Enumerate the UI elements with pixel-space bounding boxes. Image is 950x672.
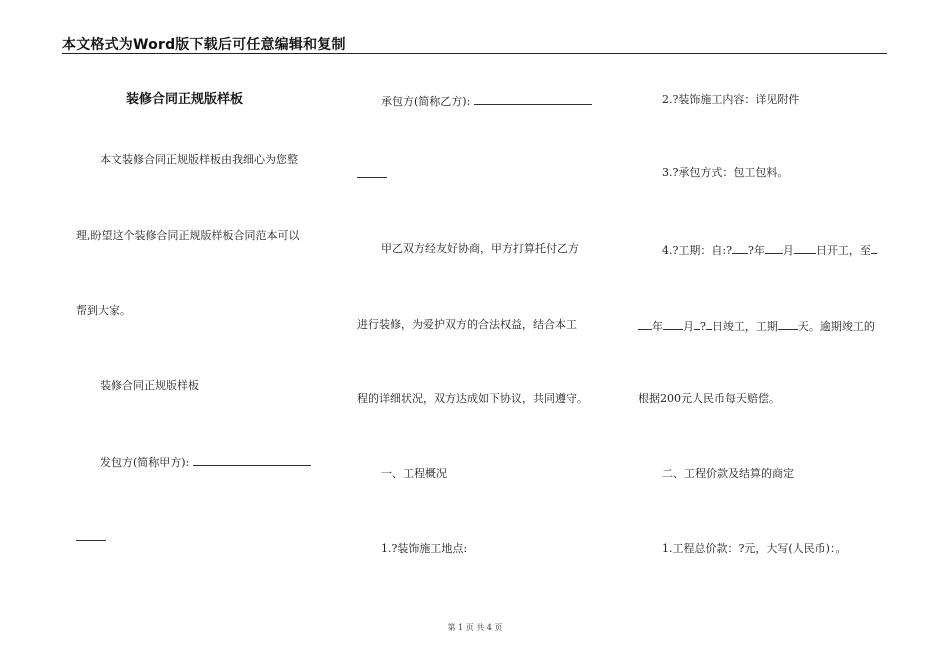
item-4-text-b: ?年 [748,244,765,257]
blank-end-year-cont [638,318,652,330]
intro-line-1: 本文装修合同正规版样板由我细心为您整 [100,153,298,166]
total-price-line: 1.工程总价款：?元，大写(人民币)：。 [662,542,847,555]
column-2 [357,0,627,672]
blank-duration [778,318,798,330]
page-footer: 第 1 页 共 4 页 [447,623,503,632]
item-4-text-i: 天。逾期竣工的 [797,320,875,333]
agreement-line-2: 进行装修，为爱护双方的合法权益，结合本工 [357,318,577,331]
blank-start-day [794,242,816,254]
item-4-text-a: 4.?工期：自:? [662,244,732,257]
blank-start-month [765,242,783,254]
party-b-blank-2 [357,166,387,178]
party-b-line [381,93,592,109]
item-4-text-h: 日竣工，工期 [711,320,778,333]
item-4-period-line-2 [638,318,875,334]
party-a-blank-2 [76,529,106,541]
item-1-location: 1.?装饰施工地点: [381,542,468,555]
party-b-blank [474,93,592,105]
item-4-text-d: 日开工，至 [815,244,871,257]
party-a-blank [193,454,311,466]
item-4-text-g: ? [700,320,706,333]
blank-end-month [663,318,683,330]
contract-title: 装修合同正规版样板 [126,92,244,107]
blank-start-year [732,242,748,254]
party-b-blank-cont [357,166,387,182]
column-1 [76,0,346,672]
agreement-line-1: 甲乙双方经友好协商，甲方打算托付乙方 [381,242,579,255]
item-2-content: 2.?装饰施工内容：详见附件 [662,93,800,106]
column-3 [638,0,908,672]
party-a-line [100,454,311,470]
party-a-label: 发包方(简称甲方): [100,456,190,469]
party-a-blank-cont [76,529,106,545]
intro-line-2: 理,盼望这个装修合同正规版样板合同范本可以 [76,229,300,242]
item-4-text-f: 月 [683,320,694,333]
section-2-heading: 二、工程价款及结算的商定 [662,467,794,480]
item-4-text-c: 月 [782,244,794,257]
blank-end-year [871,242,877,254]
intro-line-3: 帮到大家。 [76,304,131,317]
item-3-method: 3.?承包方式：包工包料。 [662,166,789,179]
item-4-period-line-3: 根据200元人民币每天赔偿。 [638,392,780,405]
party-b-label: 承包方(简称乙方): [381,95,471,108]
item-4-period-line-1 [662,242,877,258]
subtitle: 装修合同正规版样板 [100,379,199,392]
agreement-line-3: 程的详细状况，双方达成如下协议，共同遵守。 [357,392,588,405]
section-1-heading: 一、工程概况 [381,467,447,480]
item-4-text-e: 年 [652,320,663,333]
document-header-title: 本文格式为Word版下载后可任意编辑和复制 [62,37,346,53]
